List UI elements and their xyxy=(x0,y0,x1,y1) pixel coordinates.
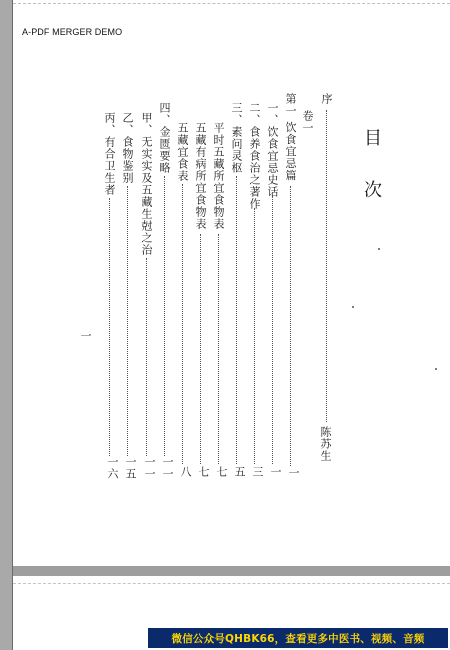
toc-entry-s3b: 五藏有病所宜食物表 xyxy=(194,122,207,230)
toc-page-s2: 三 xyxy=(251,466,264,478)
toc-page-s1: 一 xyxy=(269,466,282,478)
pdf-watermark: A-PDF MERGER DEMO xyxy=(22,27,123,37)
toc-page-s3c: 八 xyxy=(179,466,192,478)
margin-page-mark: 一 xyxy=(79,330,92,342)
toc-entry-s3c: 五藏宜食表 xyxy=(176,122,189,182)
toc-entry-s2: 二、食养食治之著作 xyxy=(248,102,261,210)
toc-leader-s4 xyxy=(164,176,165,456)
toc-page-s3a: 七 xyxy=(215,466,228,478)
toc-page-s4a: 一一 xyxy=(143,456,156,480)
promo-banner: 微信公众号QHBK66，查看更多中医书、视频、音频 xyxy=(148,628,448,648)
scan-speck xyxy=(435,368,437,370)
page-top-edge xyxy=(13,3,450,4)
toc-leader-s3a xyxy=(218,234,219,464)
toc-entry-s4: 四、金匮要略 xyxy=(158,102,171,174)
toc-page-s4c: 一六 xyxy=(106,456,119,480)
toc-leader-s2 xyxy=(254,208,255,464)
toc-entry-juan1: 卷一 xyxy=(301,110,314,134)
toc-leader-s3c xyxy=(182,184,183,464)
toc-page-s3: 五 xyxy=(233,466,246,478)
toc-page-preface: 陈苏生 xyxy=(319,426,332,462)
toc-leader-s4a xyxy=(146,258,147,456)
toc-entry-s4b: 乙、食物鉴别 xyxy=(121,112,134,184)
toc-leader-s4c xyxy=(109,198,110,456)
scan-speck xyxy=(352,306,354,308)
toc-title-char-2: 次 xyxy=(364,180,382,201)
toc-page-s4b: 一五 xyxy=(124,456,137,480)
toc-entry-preface: 序 xyxy=(320,93,333,105)
toc-entry-s1: 一、饮食宜忌史话 xyxy=(266,102,279,198)
toc-leader-s4b xyxy=(127,186,128,456)
toc-page-s4: 一一 xyxy=(161,456,174,480)
viewer-left-scrollbar[interactable] xyxy=(0,0,12,650)
toc-page-ch1: 一 xyxy=(287,467,300,479)
toc-leader-s3b xyxy=(200,234,201,464)
toc-page-s3b: 七 xyxy=(197,466,210,478)
toc-entry-s4c: 丙、有合卫生者 xyxy=(103,112,116,196)
document-page xyxy=(13,0,450,650)
toc-leader-preface xyxy=(326,110,327,422)
toc-leader-s3 xyxy=(236,176,237,464)
toc-leader-ch1 xyxy=(290,186,291,466)
next-page-top-edge xyxy=(13,583,450,584)
toc-leader-s1 xyxy=(272,196,273,464)
toc-entry-s3: 三、素问灵枢 xyxy=(230,102,243,174)
toc-title-char-1: 目 xyxy=(364,128,382,149)
page-break xyxy=(13,566,450,576)
scan-speck xyxy=(378,248,380,250)
toc-entry-s4a: 甲、无实实及五藏生尅之治 xyxy=(140,112,153,256)
toc-entry-s3a: 平时五藏所宜食物表 xyxy=(212,122,225,230)
toc-entry-ch1: 第一 饮食宜忌篇 xyxy=(284,93,297,182)
